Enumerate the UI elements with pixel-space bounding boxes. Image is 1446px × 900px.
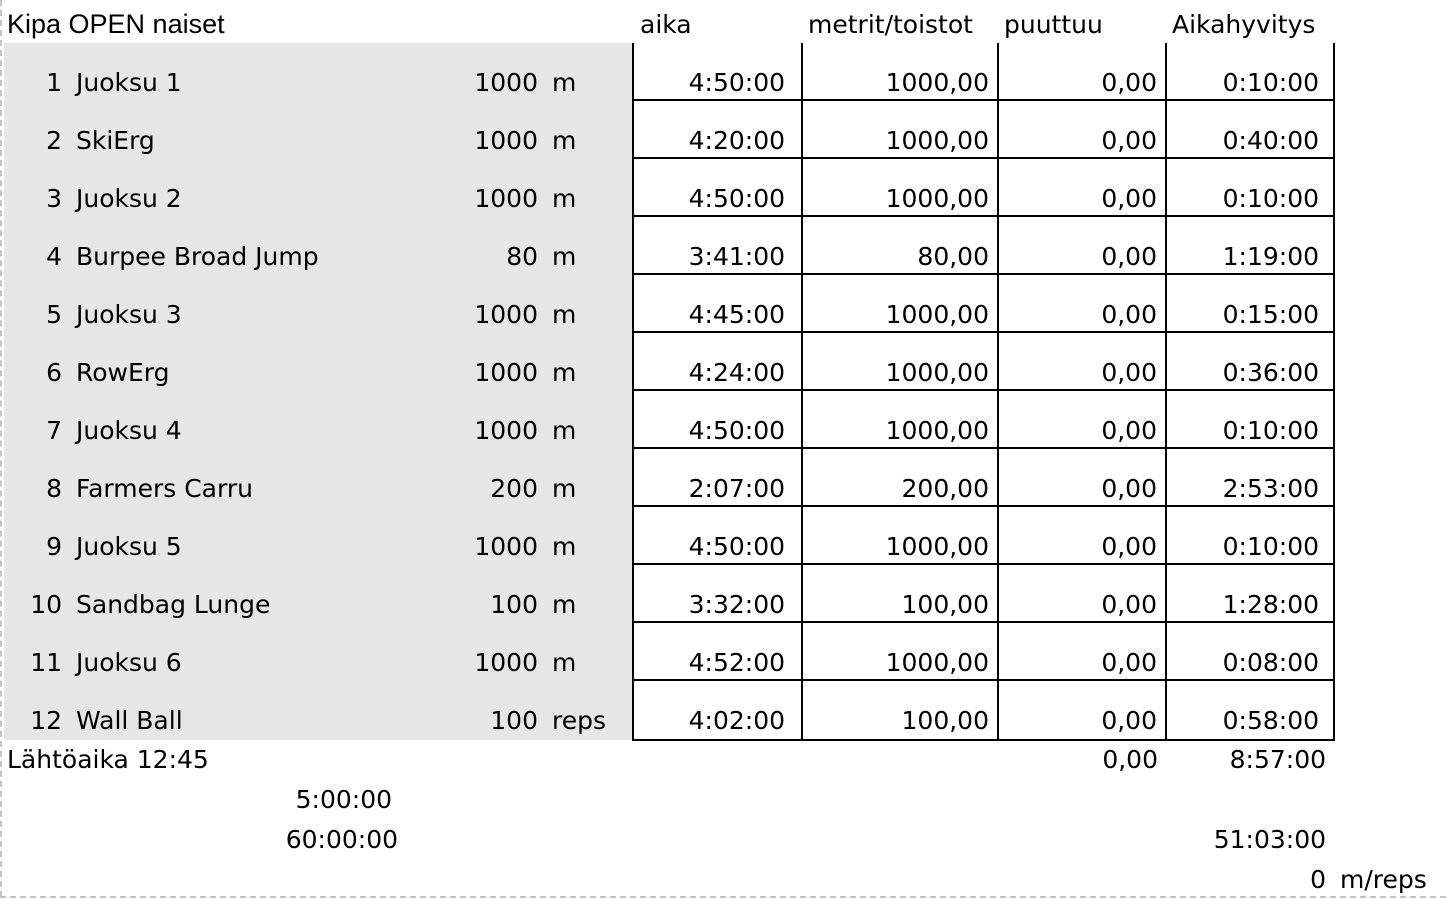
metrit-toistot-cell[interactable]: 1000,00: [885, 126, 989, 155]
station-distance-cell[interactable]: 100: [490, 590, 538, 619]
puuttuu-total[interactable]: 0,00: [1102, 745, 1158, 774]
metrit-toistot-cell[interactable]: 1000,00: [885, 532, 989, 561]
aika-cell[interactable]: 3:32:00: [688, 590, 785, 619]
puuttuu-cell[interactable]: 0,00: [1101, 184, 1157, 213]
aika-cell[interactable]: 2:07:00: [688, 474, 785, 503]
puuttuu-cell[interactable]: 0,00: [1101, 648, 1157, 677]
station-name-cell[interactable]: Juoksu 6: [76, 648, 182, 677]
aika-cell[interactable]: 4:24:00: [688, 358, 785, 387]
station-name-cell[interactable]: Juoksu 3: [76, 300, 182, 329]
station-distance-cell[interactable]: 1000: [474, 532, 538, 561]
header-metrit-toistot[interactable]: metrit/toistot: [808, 10, 973, 39]
station-name-cell[interactable]: Juoksu 5: [76, 532, 182, 561]
remaining-value[interactable]: 0: [1310, 865, 1326, 894]
station-unit-cell[interactable]: m: [552, 358, 577, 387]
station-unit-cell[interactable]: m: [552, 532, 577, 561]
station-name-cell[interactable]: Wall Ball: [76, 706, 183, 735]
aikahyvitys-cell[interactable]: 2:53:00: [1222, 474, 1319, 503]
station-distance-cell[interactable]: 1000: [474, 648, 538, 677]
aikahyvitys-cell[interactable]: 0:10:00: [1222, 416, 1319, 445]
metrit-toistot-cell[interactable]: 1000,00: [885, 68, 989, 97]
station-name-cell[interactable]: Burpee Broad Jump: [76, 242, 319, 271]
start-time-label[interactable]: Lähtöaika 12:45: [7, 745, 209, 774]
aikahyvitys-total[interactable]: 8:57:00: [1229, 745, 1326, 774]
station-distance-cell[interactable]: 1000: [474, 358, 538, 387]
station-name-cell[interactable]: Sandbag Lunge: [76, 590, 271, 619]
puuttuu-cell[interactable]: 0,00: [1101, 242, 1157, 271]
aikahyvitys-cell[interactable]: 0:10:00: [1222, 68, 1319, 97]
aika-cell[interactable]: 4:50:00: [688, 532, 785, 561]
station-number-cell[interactable]: 4: [46, 242, 62, 271]
puuttuu-cell[interactable]: 0,00: [1101, 532, 1157, 561]
station-distance-cell[interactable]: 80: [506, 242, 538, 271]
aikahyvitys-total-2[interactable]: 51:03:00: [1213, 825, 1326, 854]
aika-cell[interactable]: 4:45:00: [688, 300, 785, 329]
aikahyvitys-cell[interactable]: 0:40:00: [1222, 126, 1319, 155]
station-name-cell[interactable]: Juoksu 1: [76, 68, 182, 97]
aikahyvitys-cell[interactable]: 1:19:00: [1222, 242, 1319, 271]
puuttuu-cell[interactable]: 0,00: [1101, 706, 1157, 735]
station-number-cell[interactable]: 1: [46, 68, 62, 97]
metrit-toistot-cell[interactable]: 1000,00: [885, 648, 989, 677]
station-number-cell[interactable]: 11: [30, 648, 62, 677]
table-row: [0, 565, 1340, 623]
station-number-cell[interactable]: 12: [30, 706, 62, 735]
table-row: [0, 681, 1340, 739]
puuttuu-cell[interactable]: 0,00: [1101, 474, 1157, 503]
station-number-cell[interactable]: 7: [46, 416, 62, 445]
metrit-toistot-cell[interactable]: 200,00: [901, 474, 989, 503]
header-aika[interactable]: aika: [640, 10, 692, 39]
aikahyvitys-cell[interactable]: 0:10:00: [1222, 184, 1319, 213]
puuttuu-cell[interactable]: 0,00: [1101, 590, 1157, 619]
station-name-cell[interactable]: RowErg: [76, 358, 170, 387]
station-unit-cell[interactable]: reps: [552, 706, 607, 735]
header-aikahyvitys[interactable]: Aikahyvitys: [1172, 10, 1316, 39]
table-row: [0, 43, 1340, 101]
station-distance-cell[interactable]: 100: [490, 706, 538, 735]
station-name-cell[interactable]: SkiErg: [76, 126, 155, 155]
station-number-cell[interactable]: 8: [46, 474, 62, 503]
station-distance-cell[interactable]: 1000: [474, 68, 538, 97]
station-number-cell[interactable]: 10: [30, 590, 62, 619]
header-puuttuu[interactable]: puuttuu: [1004, 10, 1103, 39]
aikahyvitys-cell[interactable]: 0:58:00: [1222, 706, 1319, 735]
puuttuu-cell[interactable]: 0,00: [1101, 300, 1157, 329]
table-row: [0, 217, 1340, 275]
station-number-cell[interactable]: 3: [46, 184, 62, 213]
aikahyvitys-cell[interactable]: 1:28:00: [1222, 590, 1319, 619]
aika-cell[interactable]: 4:20:00: [688, 126, 785, 155]
puuttuu-cell[interactable]: 0,00: [1101, 126, 1157, 155]
page-break-bottom: [0, 896, 1446, 898]
station-distance-cell[interactable]: 200: [490, 474, 538, 503]
metrit-toistot-cell[interactable]: 100,00: [901, 590, 989, 619]
station-unit-cell[interactable]: m: [552, 648, 577, 677]
metrit-toistot-cell[interactable]: 1000,00: [885, 358, 989, 387]
aika-cell[interactable]: 4:50:00: [688, 68, 785, 97]
station-name-cell[interactable]: Juoksu 4: [76, 416, 182, 445]
aikahyvitys-cell[interactable]: 0:36:00: [1222, 358, 1319, 387]
station-number-cell[interactable]: 5: [46, 300, 62, 329]
table-row: [0, 333, 1340, 391]
station-unit-cell[interactable]: m: [552, 590, 577, 619]
station-distance-cell[interactable]: 1000: [474, 126, 538, 155]
time-limit-value[interactable]: 5:00:00: [295, 785, 392, 814]
station-unit-cell[interactable]: m: [552, 184, 577, 213]
station-distance-cell[interactable]: 1000: [474, 184, 538, 213]
station-number-cell[interactable]: 2: [46, 126, 62, 155]
aika-cell[interactable]: 4:52:00: [688, 648, 785, 677]
aikahyvitys-cell[interactable]: 0:08:00: [1222, 648, 1319, 677]
aika-cell[interactable]: 3:41:00: [688, 242, 785, 271]
station-unit-cell[interactable]: m: [552, 68, 577, 97]
puuttuu-cell[interactable]: 0,00: [1101, 416, 1157, 445]
puuttuu-cell[interactable]: 0,00: [1101, 68, 1157, 97]
table-row: [0, 449, 1340, 507]
aika-cell[interactable]: 4:02:00: [688, 706, 785, 735]
aika-cell[interactable]: 4:50:00: [688, 416, 785, 445]
metrit-toistot-cell[interactable]: 1000,00: [885, 416, 989, 445]
station-distance-cell[interactable]: 1000: [474, 300, 538, 329]
station-unit-cell[interactable]: m: [552, 300, 577, 329]
puuttuu-cell[interactable]: 0,00: [1101, 358, 1157, 387]
total-time-value[interactable]: 60:00:00: [285, 825, 398, 854]
aika-cell[interactable]: 4:50:00: [688, 184, 785, 213]
table-row: [0, 507, 1340, 565]
table-row: [0, 623, 1340, 681]
remaining-unit[interactable]: m/reps: [1340, 865, 1427, 894]
station-name-cell[interactable]: Farmers Carru: [76, 474, 253, 503]
station-name-cell[interactable]: Juoksu 2: [76, 184, 182, 213]
table-row: [0, 101, 1340, 159]
metrit-toistot-cell[interactable]: 1000,00: [885, 184, 989, 213]
station-distance-cell[interactable]: 1000: [474, 416, 538, 445]
station-unit-cell[interactable]: m: [552, 416, 577, 445]
station-unit-cell[interactable]: m: [552, 126, 577, 155]
metrit-toistot-cell[interactable]: 1000,00: [885, 300, 989, 329]
station-unit-cell[interactable]: m: [552, 242, 577, 271]
sheet-title[interactable]: Kipa OPEN naiset: [7, 9, 225, 39]
station-number-cell[interactable]: 6: [46, 358, 62, 387]
aikahyvitys-cell[interactable]: 0:15:00: [1222, 300, 1319, 329]
table-row: [0, 275, 1340, 333]
station-number-cell[interactable]: 9: [46, 532, 62, 561]
aikahyvitys-cell[interactable]: 0:10:00: [1222, 532, 1319, 561]
metrit-toistot-cell[interactable]: 100,00: [901, 706, 989, 735]
table-row: [0, 391, 1340, 449]
table-row: [0, 159, 1340, 217]
metrit-toistot-cell[interactable]: 80,00: [917, 242, 989, 271]
station-unit-cell[interactable]: m: [552, 474, 577, 503]
